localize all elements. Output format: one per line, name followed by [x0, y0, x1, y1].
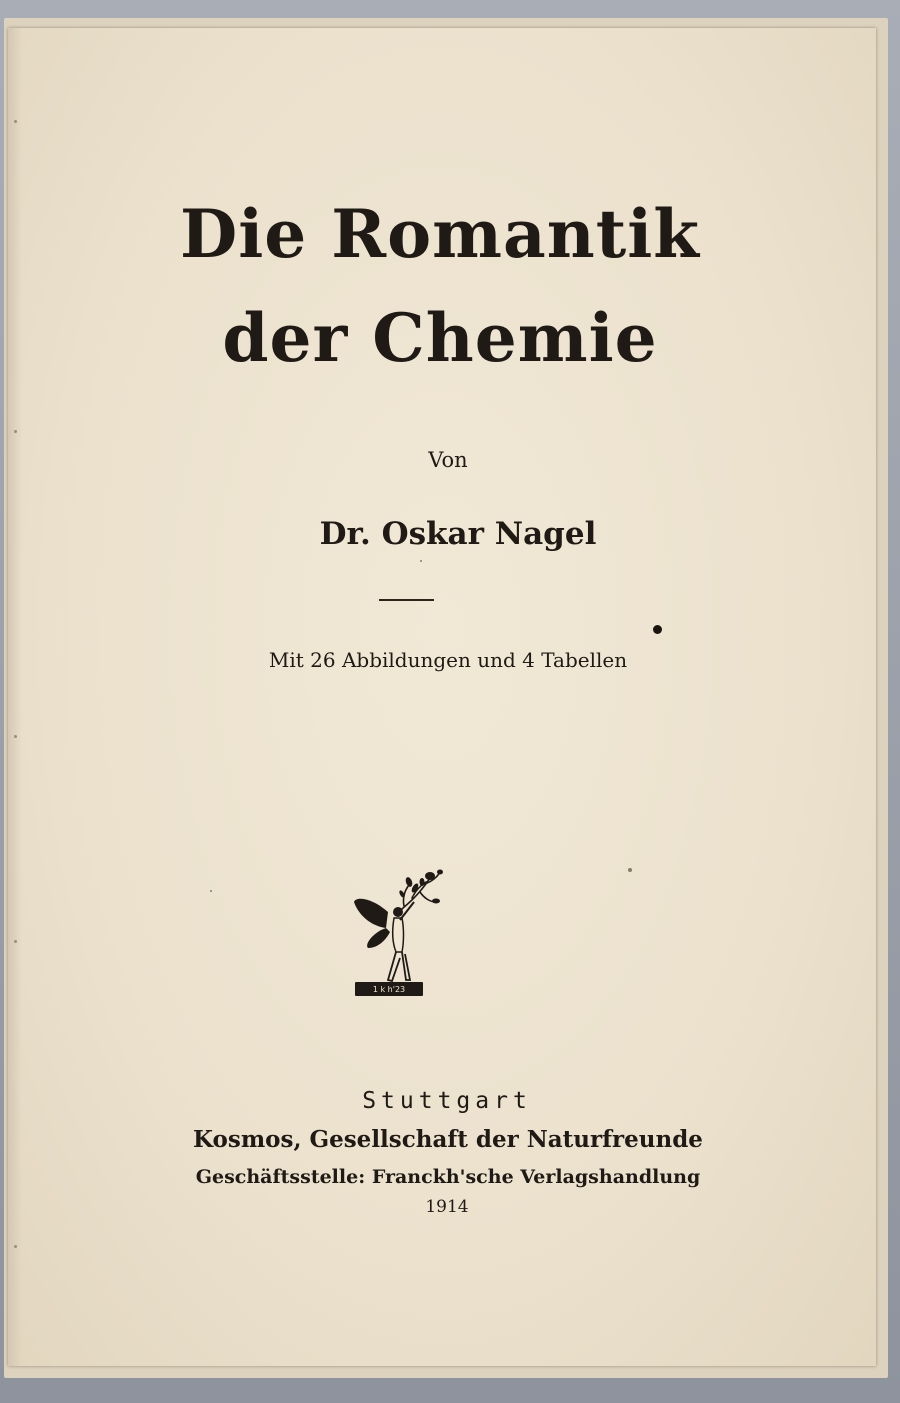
binding-stitch — [14, 735, 17, 738]
paper-speck — [420, 560, 422, 562]
title-line-2: der Chemie — [222, 299, 658, 377]
binding-stitch — [14, 1245, 17, 1248]
paper-speck — [210, 890, 212, 892]
binding-stitch — [14, 120, 17, 123]
binding-stitch — [14, 430, 17, 433]
imprint-publisher: Kosmos, Gesellschaft der Naturfreunde — [193, 1126, 703, 1153]
imprint-office: Geschäftsstelle: Franckh'sche Verlagshandlung — [195, 1166, 701, 1188]
binding-stitch — [14, 940, 17, 943]
divider-rule — [379, 599, 434, 601]
imprint-place: Stuttgart — [362, 1088, 532, 1114]
imprint-year: 1914 — [425, 1197, 469, 1217]
winged-figure-with-branch-icon — [352, 868, 446, 1000]
by-label: Von — [428, 448, 468, 472]
title-line-1: Die Romantik — [179, 195, 701, 273]
author-name: Dr. Oskar Nagel — [319, 516, 597, 552]
paper-speck — [628, 868, 632, 872]
emblem-base-text: 1 k h'23 — [372, 985, 406, 994]
subtitle: Mit 26 Abbildungen und 4 Tabellen — [268, 648, 628, 672]
ink-spot — [653, 625, 662, 634]
